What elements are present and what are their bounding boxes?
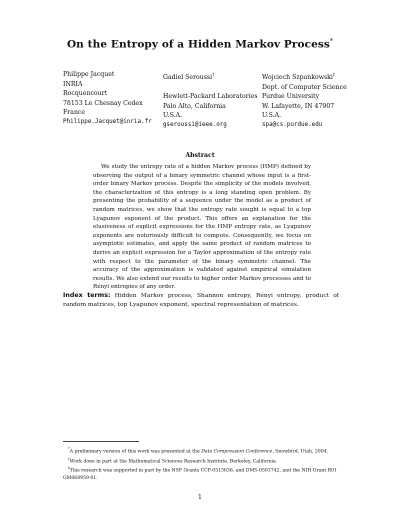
author-footnote-mark: † xyxy=(212,72,215,77)
footnotes xyxy=(63,446,339,482)
abstract-body: We study the entropy rate of a hidden Markov process (HMP) defined by observing the output of a binary symmetric channel whose input is a first-order binary Markov process. Despite the simplicity of the models involved, the characterization of this entropy is a long standing open problem. By presenting the probability of a sequence under the model as a product of random matrices, we show that the entropy rate sought is equal to a top Lyapunov exponent of the product. This offers an explanation for the elusiveness of explicit expressions for the HMP entropy rate, as Lyapunov exponents are notoriously difficult to compute. Consequently, we focus on asymptotic estimates, and apply the same product of random matrices to derive an explicit expression for a Taylor approximation of the entropy rate with respect to the parameter of the binary symmetric channel. The accuracy of the approximation is validated against empirical simulation results. We also extend our results to higher order Markov processes and to Rényi entropies of any order. xyxy=(93,164,311,291)
footnote-mark: ‡ xyxy=(68,466,70,471)
author-affiliation-line: 78153 Le Chesnay Cedex xyxy=(63,99,143,107)
index-terms-text: Hidden Markov process, Shannon entropy, Rényi entropy, product of random matrices, top Lyapunov exponent, spectral representation of matrices. xyxy=(63,293,339,309)
author-seroussi xyxy=(163,70,258,131)
footnote-text: Work done in part at the Mathematical Sciences Research Institute, Berkeley, California. xyxy=(69,459,278,465)
author-name: Wojciech Szpankowski xyxy=(262,74,333,82)
title-text: On the Entropy of a Hidden Markov Process xyxy=(66,38,330,51)
author-email[interactable]: gseroussi@ieee.org xyxy=(163,122,227,129)
author-affiliation-line: Rocquencourt xyxy=(63,90,108,98)
footnote xyxy=(63,456,339,466)
author-email[interactable]: Philippe.Jacquet@inria.fr xyxy=(63,118,152,125)
index-terms xyxy=(63,291,339,310)
footnote-italic: Data Compression Conference xyxy=(201,449,273,455)
author-affiliation-line: Hewlett-Packard Laboratories xyxy=(163,93,258,101)
author-footnote-mark: ‡ xyxy=(332,72,336,77)
footnote xyxy=(63,446,339,456)
author-jacquet xyxy=(63,70,152,128)
abstract-heading: Abstract xyxy=(185,152,215,159)
footnote xyxy=(63,465,339,482)
author-affiliation-line xyxy=(163,83,258,93)
author-name: Philippe Jacquet xyxy=(63,71,115,78)
footnote-text-end: , Snowbird, Utah, 2004. xyxy=(272,449,329,455)
author-szpankowski xyxy=(262,70,347,131)
author-affiliation-line: W. Lafayette, IN 47907 xyxy=(262,102,335,110)
author-affiliation-line: Dept. of Computer Science xyxy=(262,83,347,91)
author-email[interactable]: spa@cs.purdue.edu xyxy=(262,122,323,129)
author-affiliation-line: Purdue University xyxy=(262,93,320,101)
title-footnote-mark: * xyxy=(329,38,334,45)
footnote-mark: † xyxy=(68,456,70,461)
author-affiliation-line: Palo Alto, California xyxy=(163,102,226,110)
footnote-text: This research was supported in part by the NSF Grants CCF-0513636, and DMS-0503742, and the NIH Grant R01 GM068959-01. xyxy=(63,468,337,481)
index-terms-label: Index terms: xyxy=(63,292,111,299)
author-affiliation-line: INRIA xyxy=(63,80,83,88)
page-number: 1 xyxy=(198,494,202,501)
footnote-mark: * xyxy=(68,447,70,451)
footnote-rule xyxy=(63,441,139,442)
author-affiliation-line: U.S.A. xyxy=(262,112,282,120)
author-affiliation-line: France xyxy=(63,109,86,117)
author-name: Gadiel Seroussi xyxy=(163,74,213,82)
paper-title xyxy=(40,38,360,51)
footnote-text: A preliminary version of this work was presented at the xyxy=(69,449,202,455)
author-affiliation-line: U.S.A. xyxy=(163,112,183,120)
